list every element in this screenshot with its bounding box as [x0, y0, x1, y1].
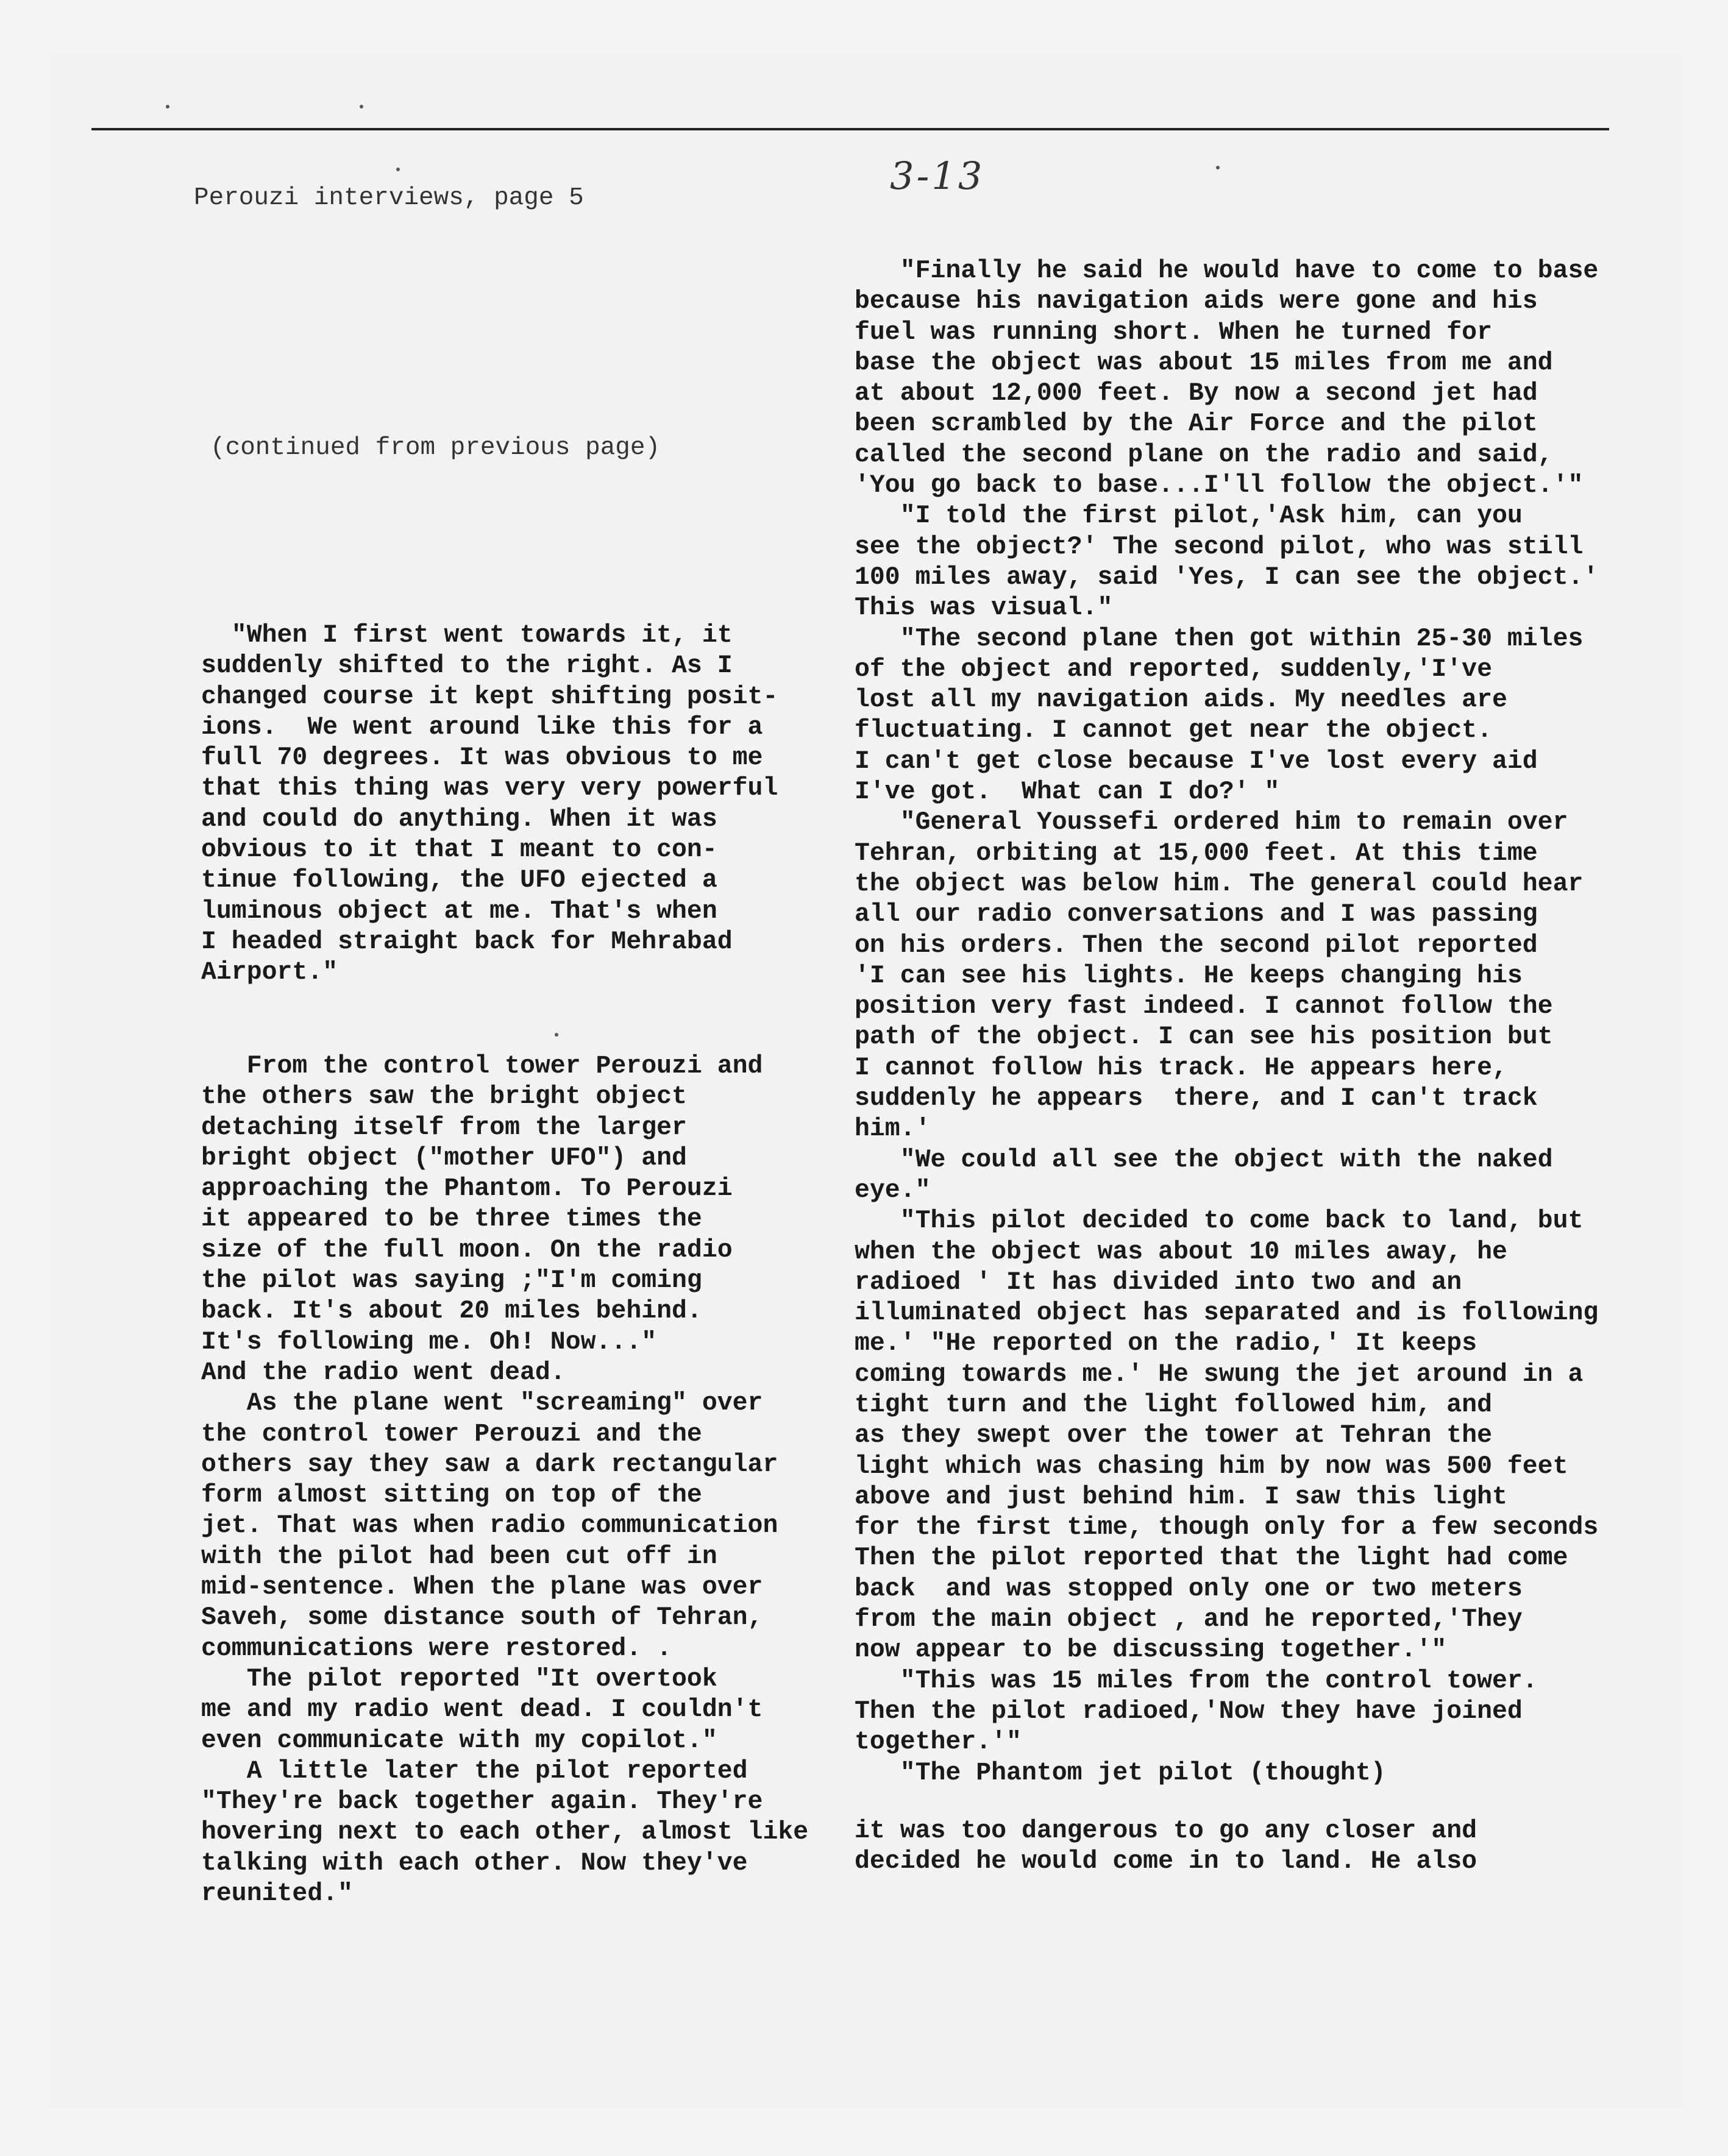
- text-line: As the plane went "screaming" over: [201, 1389, 763, 1418]
- text-line: suddenly he appears there, and I can't track: [855, 1084, 1538, 1113]
- text-line: "This was 15 miles from the control tower.: [855, 1666, 1538, 1695]
- text-line: communications were restored. .: [201, 1634, 672, 1663]
- text-line: now appear to be discussing together.'": [855, 1636, 1447, 1665]
- text-line: hovering next to each other, almost like: [201, 1818, 809, 1847]
- text-line: called the second plane on the radio and said,: [855, 440, 1553, 469]
- text-line: I cannot follow his track. He appears here,: [855, 1053, 1507, 1082]
- text-line: From the control tower Perouzi and: [201, 1052, 763, 1080]
- text-line: see the object?' The second pilot, who was still: [855, 532, 1584, 561]
- text-line: when the object was about 10 miles away, he: [855, 1237, 1507, 1266]
- text-line: together.'": [855, 1728, 1022, 1757]
- text-line: eye.": [855, 1176, 931, 1205]
- text-line: Then the pilot reported that the light had come: [855, 1544, 1568, 1573]
- text-line: The pilot reported "It overtook: [201, 1664, 717, 1693]
- text-line: "Finally he said he would have to come to base: [855, 257, 1599, 285]
- text-line: me.' "He reported on the radio,' It keeps: [855, 1329, 1477, 1358]
- text-line: the object was below him. The general could hear: [855, 869, 1584, 898]
- text-line: "The second plane then got within 25-30 miles: [855, 624, 1584, 653]
- text-line: the pilot was saying ;"I'm coming: [201, 1266, 702, 1296]
- text-line: 'I can see his lights. He keeps changing his: [855, 961, 1523, 990]
- text-line: "When I first went towards it, it: [201, 621, 733, 650]
- text-line: radioed ' It has divided into two and an: [855, 1268, 1462, 1297]
- text-line: mid-sentence. When the plane was over: [201, 1573, 763, 1602]
- text-line: as they swept over the tower at Tehran the: [855, 1421, 1492, 1450]
- text-line: decided he would come in to land. He also: [855, 1847, 1477, 1876]
- continued-note: (continued from previous page): [210, 434, 661, 462]
- text-line: size of the full moon. On the radio: [201, 1235, 733, 1264]
- top-rule: [91, 128, 1609, 130]
- text-line: form almost sitting on top of the: [201, 1481, 702, 1510]
- text-line: "This pilot decided to come back to land, but: [855, 1207, 1584, 1236]
- text-line: for the first time, though only for a few seconds: [855, 1513, 1599, 1542]
- text-line: with the pilot had been cut off in: [201, 1542, 717, 1571]
- text-line: "The Phantom jet pilot (thought): [855, 1758, 1386, 1787]
- text-line: luminous object at me. That's when: [201, 896, 717, 926]
- scan-speck: [360, 105, 363, 108]
- text-line: others say they saw a dark rectangular: [201, 1450, 778, 1479]
- text-line: because his navigation aids were gone and his: [855, 287, 1538, 316]
- text-line: on his orders. Then the second pilot reported: [855, 931, 1538, 960]
- text-line: "We could all see the object with the naked: [855, 1145, 1553, 1174]
- text-line: me and my radio went dead. I couldn't: [201, 1695, 763, 1725]
- text-line: tight turn and the light followed him, and: [855, 1390, 1492, 1419]
- text-line: This was visual.": [855, 594, 1113, 623]
- text-line: changed course it kept shifting posit-: [201, 682, 778, 711]
- text-line: approaching the Phantom. To Perouzi: [201, 1174, 733, 1204]
- text-line: obvious to it that I meant to con-: [201, 835, 717, 865]
- text-line: lost all my navigation aids. My needles are: [855, 686, 1507, 715]
- scan-speck: [1216, 166, 1220, 169]
- text-line: coming towards me.' He swung the jet around in a: [855, 1360, 1584, 1389]
- text-line: from the main object , and he reported,'They: [855, 1605, 1523, 1634]
- text-line: Saveh, some distance south of Tehran,: [201, 1603, 763, 1633]
- text-line: And the radio went dead.: [201, 1358, 566, 1387]
- text-line: him.': [855, 1115, 931, 1144]
- text-line: A little later the pilot reported: [201, 1756, 748, 1785]
- text-line: and could do anything. When it was: [201, 804, 717, 834]
- handwritten-page-number: 3-13: [890, 154, 985, 198]
- text-line: been scrambled by the Air Force and the pilot: [855, 410, 1538, 439]
- text-line: that this thing was very very powerful: [201, 774, 778, 803]
- text-line: "General Youssefi ordered him to remain over: [855, 808, 1568, 837]
- text-line: Then the pilot radioed,'Now they have joined: [855, 1697, 1523, 1726]
- text-line: suddenly shifted to the right. As I: [201, 651, 733, 681]
- text-line: illuminated object has separated and is following: [855, 1299, 1599, 1328]
- text-line: it was too dangerous to go any closer and: [855, 1817, 1477, 1845]
- left-column-paragraph-1: [201, 620, 778, 988]
- text-line: light which was chasing him by now was 500 feet: [855, 1452, 1568, 1481]
- text-line: I headed straight back for Mehrabad: [201, 927, 733, 956]
- text-line: bright object ("mother UFO") and: [201, 1143, 687, 1172]
- text-line: the others saw the bright object: [201, 1082, 687, 1112]
- text-line: fluctuating. I cannot get near the object.: [855, 716, 1492, 745]
- text-line: 100 miles away, said 'Yes, I can see the object.': [855, 562, 1599, 592]
- text-line: detaching itself from the larger: [201, 1113, 687, 1142]
- text-line: back and was stopped only one or two meters: [855, 1574, 1523, 1603]
- text-line: path of the object. I can see his position but: [855, 1023, 1553, 1052]
- text-line: Tehran, orbiting at 15,000 feet. At this time: [855, 839, 1538, 868]
- text-line: I can't get close because I've lost every aid: [855, 746, 1538, 776]
- text-line: I've got. What can I do?' ": [855, 778, 1280, 807]
- scan-speck: [555, 1033, 558, 1037]
- text-line: all our radio conversations and I was passing: [855, 900, 1538, 929]
- text-line: Airport.": [201, 958, 338, 987]
- right-column-text: [855, 256, 1598, 1789]
- text-line: reunited.": [201, 1879, 354, 1909]
- text-line: at about 12,000 feet. By now a second jet had: [855, 379, 1538, 408]
- text-line: back. It's about 20 miles behind.: [201, 1297, 702, 1326]
- text-line: 'You go back to base...I'll follow the object.'": [855, 471, 1584, 500]
- text-line: position very fast indeed. I cannot follow the: [855, 992, 1553, 1021]
- text-line: "I told the first pilot,'Ask him, can you: [855, 502, 1523, 531]
- left-column-paragraph-2: [201, 1051, 808, 1909]
- text-line: the control tower Perouzi and the: [201, 1419, 702, 1449]
- page-header: Perouzi interviews, page 5: [194, 184, 584, 212]
- text-line: it appeared to be three times the: [201, 1205, 702, 1234]
- text-line: even communicate with my copilot.": [201, 1726, 717, 1755]
- right-column-continuation: [855, 1816, 1477, 1878]
- text-line: "They're back together again. They're: [201, 1787, 763, 1817]
- text-line: jet. That was when radio communication: [201, 1511, 778, 1541]
- text-line: above and just behind him. I saw this light: [855, 1482, 1507, 1511]
- text-line: base the object was about 15 miles from me and: [855, 348, 1553, 377]
- text-line: It's following me. Oh! Now...": [201, 1327, 657, 1356]
- scan-speck: [166, 105, 169, 108]
- text-line: of the object and reported, suddenly,'I've: [855, 654, 1492, 684]
- text-line: tinue following, the UFO ejected a: [201, 866, 717, 895]
- text-line: talking with each other. Now they've: [201, 1848, 748, 1878]
- text-line: fuel was running short. When he turned for: [855, 317, 1492, 347]
- text-line: ions. We went around like this for a: [201, 712, 763, 742]
- text-line: full 70 degrees. It was obvious to me: [201, 743, 763, 773]
- scan-speck: [396, 168, 400, 171]
